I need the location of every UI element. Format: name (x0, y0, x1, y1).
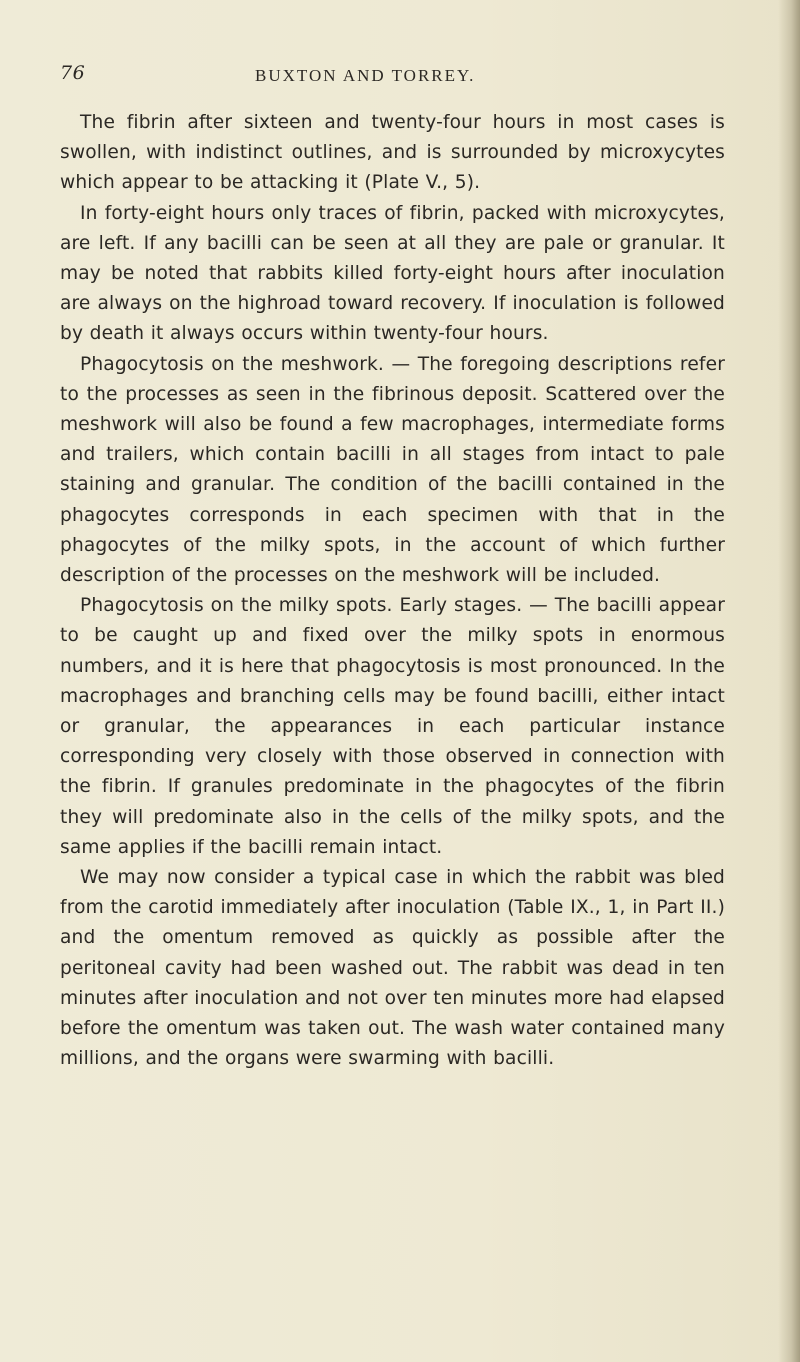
header-title: BUXTON AND TORREY. (255, 66, 476, 85)
page-number: 76 (60, 62, 86, 84)
paragraph-forty-eight-hours: In forty-eight hours only traces of fibrin, packed with microxycytes, are left. If any bacilli can be seen at all they are pale or granular. It may be noted that rabbits killed forty-eight hours after inoculation are always on the highroad toward recovery. If inoculation is followed by death it always occurs within twenty-four hours. (60, 202, 725, 345)
paragraph-phagocytosis-milky-spots: Phagocytosis on the milky spots. Early stages. — The bacilli appear to be caught up and fixed over the milky spots in enormous numbers, and it is here that phagocytosis is most pronounced. In the macrophages and branching cells may be found bacilli, either intact or granular, the appearances in each particular instance corresponding very closely with those observed in connection with the fibrin. If granules predominate in the phagocytes of the fibrin they will predominate also in the cells of the milky spots, and the same applies if the bacilli remain intact. (60, 595, 725, 858)
paragraph-typical-case: We may now consider a typical case in which the rabbit was bled from the carotid immediately after inoculation (Table IX., 1, in Part II.) and the omentum removed as quickly as possible after the peritoneal cavity had been washed out. The rabbit was dead in ten minutes after inoculation and not over ten minutes more had elapsed before the omentum was taken out. The wash water contained many millions, and the organs were swarming with bacilli. (60, 867, 725, 1070)
page-edge-shadow (778, 0, 800, 1362)
body-text (60, 108, 725, 1075)
paragraph-phagocytosis-meshwork: Phagocytosis on the meshwork. — The foregoing descriptions refer to the processes as seen in the fibrinous deposit. Scattered over the meshwork will also be found a few macrophages, intermediate forms and trailers, which contain bacilli in all stages from intact to pale staining and granular. The condition of the bacilli contained in the phagocytes corresponds in each specimen with that in the phagocytes of the milky spots, in the account of which further description of the processes on the meshwork will be included. (60, 353, 725, 587)
running-head (60, 62, 740, 92)
paragraph-fibrin-swelling: The fibrin after sixteen and twenty-four hours in most cases is swollen, with indistinct outlines, and is surrounded by microxycytes which appear to be attacking it (Plate V., 5). (60, 112, 725, 194)
